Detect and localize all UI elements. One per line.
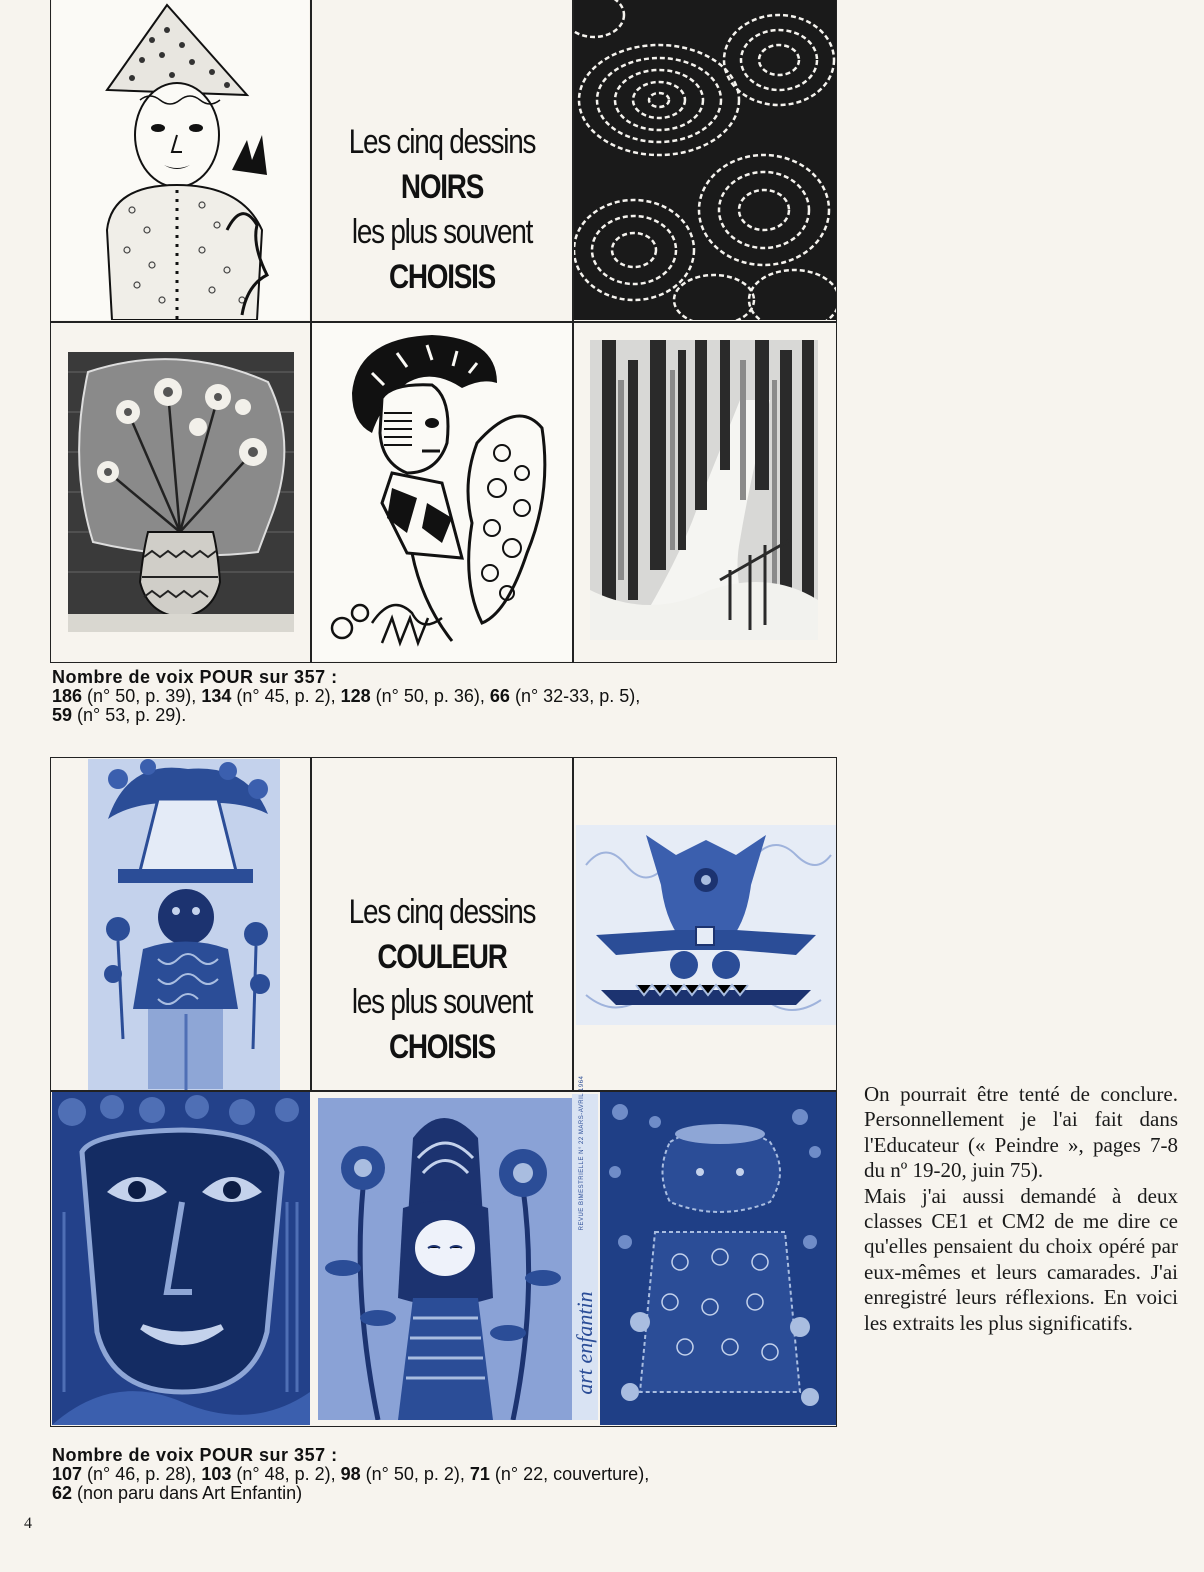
noirs-title-line1: Les cinq dessins [348,123,536,161]
drawing-flower-vase [68,352,294,632]
cover-spine-title: art enfantin [572,1291,597,1395]
drawing-cover-girl-flowers [318,1098,572,1420]
vote-count: 71 [469,1464,490,1484]
vote-ref: (n° 53, p. 29). [72,705,187,725]
noirs-title-line4: CHOISIS [388,258,496,296]
couleur-title-line3: les plus souvent [351,983,533,1021]
vote-ref: (n° 46, p. 28), [82,1464,202,1484]
drawing-blue-face [52,1092,310,1425]
couleur-grid-divider [572,757,574,1092]
vote-count: 98 [340,1464,361,1484]
vote-count: 62 [52,1483,73,1503]
vote-count: 134 [201,686,232,706]
noirs-caption-heading: Nombre de voix POUR sur 357 : [52,667,338,687]
vote-ref: (n° 32-33, p. 5), [509,686,641,706]
vote-count: 103 [201,1464,232,1484]
drawing-spiral-pattern [574,0,836,320]
vote-count: 107 [52,1464,83,1484]
couleur-votes-line2 [52,1484,842,1503]
noirs-title-line3: les plus souvent [351,213,533,251]
drawing-angel [312,323,572,661]
vote-ref: (n° 45, p. 2), [231,686,341,706]
couleur-caption [52,1446,842,1503]
vote-ref: (non paru dans Art Enfantin) [72,1483,303,1503]
noirs-title-line2: NOIRS [400,168,484,206]
vote-ref: (n° 50, p. 2), [360,1464,470,1484]
vote-ref: (n° 22, couverture), [489,1464,650,1484]
couleur-caption-heading: Nombre de voix POUR sur 357 : [52,1445,338,1465]
noirs-title [335,120,550,300]
vote-count: 59 [52,705,73,725]
couleur-title-line4: CHOISIS [388,1028,496,1066]
drawing-blue-creature [576,825,836,1025]
couleur-title-line1: Les cinq dessins [348,893,536,931]
body-text-column [864,1082,1178,1336]
vote-ref: (n° 50, p. 36), [370,686,490,706]
couleur-votes-line1 [52,1465,842,1484]
vote-ref: (n° 48, p. 2), [231,1464,341,1484]
vote-count: 186 [52,686,83,706]
couleur-title [335,890,550,1070]
cover-small-text: REVUE BIMESTRIELLE N° 22 MARS-AVRIL 1964 [579,1075,585,1231]
noirs-caption [52,668,842,725]
noirs-votes-line1 [52,687,842,706]
body-paragraph-2: Mais j'ai aussi demandé à deux classes CE1 et CM2 de me dire ce qu'elles pensaient du choix opéré par eux-mêmes et leurs camarades. J'ai enregistré leurs réflexions. En voici les extraits les plus significatifs. [864,1183,1178,1335]
drawing-blue-pattern-figure [600,1092,836,1425]
noirs-votes-line2 [52,706,842,725]
vote-count: 128 [340,686,371,706]
drawing-snowy-forest [590,340,818,640]
vote-count: 66 [489,686,510,706]
drawing-blue-hat-man [88,759,280,1090]
vote-ref: (n° 50, p. 39), [82,686,202,706]
body-paragraph-1: On pourrait être tenté de conclure. Personnellement je l'ai fait dans l'Educateur (« Peindre », pages 7-8 du nº 19-20, juin 75). [864,1082,1178,1183]
drawing-hat-figure [52,0,309,320]
couleur-grid-divider [310,757,312,1092]
couleur-title-line2: COULEUR [377,938,507,976]
page-number: 4 [24,1515,32,1532]
